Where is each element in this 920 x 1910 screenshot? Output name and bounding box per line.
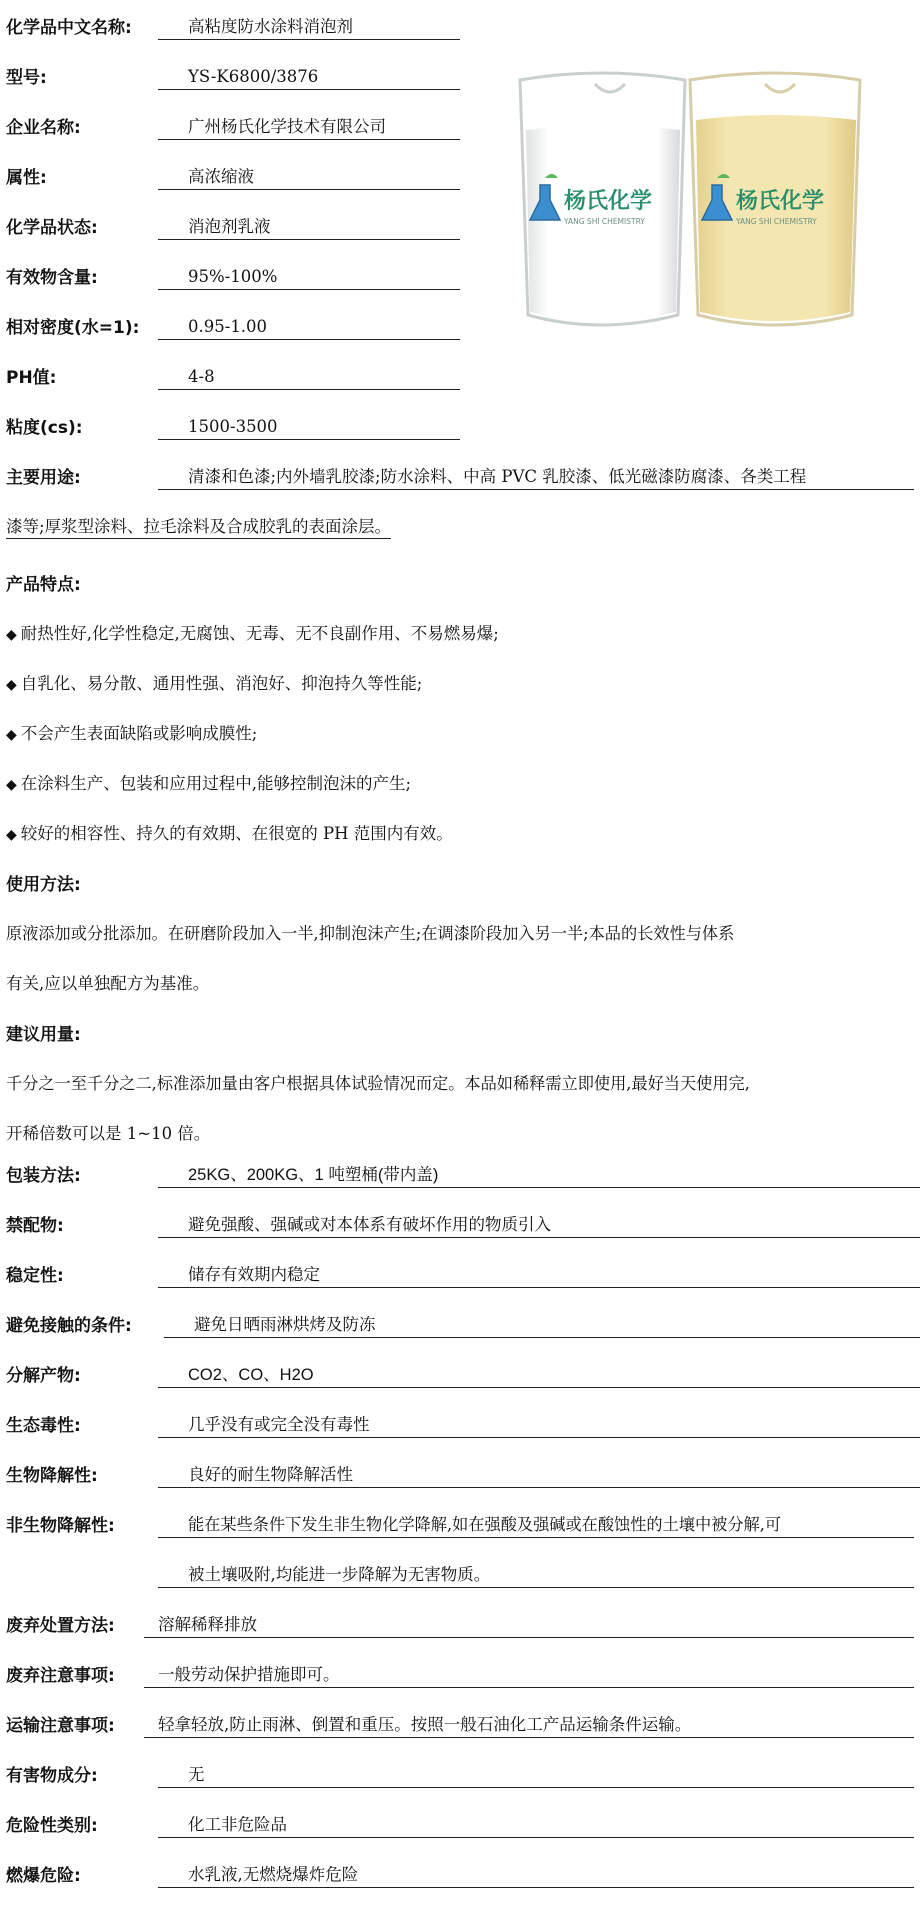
method-line-2: 有关,应以单独配方为基准。 <box>6 974 210 993</box>
field-label: 粘度(cs): <box>6 418 83 438</box>
field-value: 化工非危险品 <box>158 1814 914 1838</box>
bullet-icon: ◆ <box>6 627 17 643</box>
bullet-icon: ◆ <box>6 677 17 693</box>
brand-logo-right-en: YANG SHI CHEMISTRY <box>736 217 817 226</box>
field-value: 能在某些条件下发生非生物化学降解,如在强酸及强碱或在酸蚀性的土壤中被分解,可 <box>158 1514 914 1538</box>
field-label: 型号: <box>6 68 47 88</box>
field-ecotoxicity <box>6 1410 914 1438</box>
field-ph <box>6 362 914 390</box>
field-label: 相对密度(水=1): <box>6 318 140 338</box>
field-disposal-method <box>6 1610 914 1638</box>
field-label: PH值: <box>6 368 57 388</box>
field-label: 非生物降解性: <box>6 1516 115 1536</box>
field-value: 95%-100% <box>158 266 460 290</box>
field-label: 化学品状态: <box>6 218 98 238</box>
field-value: 0.95-1.00 <box>158 316 460 340</box>
product-photo <box>500 60 880 360</box>
brand-logo-right: 杨氏化学 <box>736 189 825 214</box>
bullet-icon: ◆ <box>6 777 17 793</box>
field-avoid-conditions <box>6 1310 914 1338</box>
feature-item: ◆ 不会产生表面缺陷或影响成膜性; <box>6 724 258 743</box>
field-value: 被土壤吸附,均能进一步降解为无害物质。 <box>158 1564 914 1588</box>
field-value: 高粘度防水涂料消泡剂 <box>158 16 460 40</box>
field-usage <box>6 462 914 490</box>
field-value: 溶解稀释排放 <box>144 1614 914 1638</box>
field-value: 高浓缩液 <box>158 166 460 190</box>
field-label: 生物降解性: <box>6 1466 98 1486</box>
method-title: 使用方法: <box>6 875 81 895</box>
field-label: 废弃注意事项: <box>6 1666 115 1686</box>
field-label: 生态毒性: <box>6 1416 81 1436</box>
field-value: 良好的耐生物降解活性 <box>158 1464 920 1488</box>
field-fire-explosion <box>6 1860 914 1888</box>
field-value: CO2、CO、H2O <box>158 1364 920 1388</box>
field-label: 化学品中文名称: <box>6 18 132 38</box>
field-label: 企业名称: <box>6 118 81 138</box>
field-label: 分解产物: <box>6 1366 81 1386</box>
field-non-biodegradability <box>6 1510 914 1538</box>
field-value: 几乎没有或完全没有毒性 <box>158 1414 920 1438</box>
field-value: 储存有效期内稳定 <box>158 1264 920 1288</box>
field-value: 消泡剂乳液 <box>158 216 460 240</box>
field-value: 25KG、200KG、1 吨塑桶(带内盖) <box>158 1164 920 1188</box>
brand-logo-left: 杨氏化学 <box>564 189 653 214</box>
field-chemical-name <box>6 12 914 40</box>
features-title: 产品特点: <box>6 575 81 595</box>
field-label: 禁配物: <box>6 1216 64 1236</box>
field-value: 无 <box>158 1764 914 1788</box>
field-label: 包装方法: <box>6 1166 81 1186</box>
field-value: 一般劳动保护措施即可。 <box>144 1664 914 1688</box>
field-value: 1500-3500 <box>158 416 460 440</box>
field-packaging <box>6 1160 914 1188</box>
field-stability <box>6 1260 914 1288</box>
bullet-icon: ◆ <box>6 827 17 843</box>
field-transport-notes <box>6 1710 914 1738</box>
brand-logo-left-en: YANG SHI CHEMISTRY <box>564 217 645 226</box>
usage-line-2: 漆等;厚浆型涂料、拉毛涂料及合成胶乳的表面涂层。 <box>6 517 391 539</box>
field-biodegradability <box>6 1460 914 1488</box>
feature-item: ◆ 较好的相容性、持久的有效期、在很宽的 PH 范围内有效。 <box>6 824 453 843</box>
field-decomposition <box>6 1360 914 1388</box>
field-value: YS-K6800/3876 <box>158 66 460 90</box>
field-value: 避免强酸、强碱或对本体系有破坏作用的物质引入 <box>158 1214 920 1238</box>
field-label: 主要用途: <box>6 468 81 488</box>
feature-item: ◆ 在涂料生产、包装和应用过程中,能够控制泡沫的产生; <box>6 774 412 793</box>
dosage-line-2: 开稀倍数可以是 1~10 倍。 <box>6 1124 211 1143</box>
field-hazard-class <box>6 1810 914 1838</box>
feature-item: ◆ 耐热性好,化学性稳定,无腐蚀、无毒、无不良副作用、不易燃易爆; <box>6 624 499 643</box>
field-value: 轻拿轻放,防止雨淋、倒置和重压。按照一般石油化工产品运输条件运输。 <box>144 1714 914 1738</box>
field-value: 避免日晒雨淋烘烤及防冻 <box>164 1314 920 1338</box>
field-label: 属性: <box>6 168 47 188</box>
field-value: 4-8 <box>158 366 460 390</box>
field-label: 运输注意事项: <box>6 1716 115 1736</box>
field-label: 危险性类别: <box>6 1816 98 1836</box>
field-label: 有效物含量: <box>6 268 98 288</box>
field-label: 废弃处置方法: <box>6 1616 115 1636</box>
field-viscosity <box>6 412 914 440</box>
bullet-icon: ◆ <box>6 727 17 743</box>
field-incompatible <box>6 1210 914 1238</box>
field-label: 避免接触的条件: <box>6 1316 132 1336</box>
field-non-biodegradability-cont <box>6 1560 914 1588</box>
field-value: 清漆和色漆;内外墙乳胶漆;防水涂料、中高 PVC 乳胶漆、低光磁漆防腐漆、各类工程 <box>158 466 914 490</box>
method-line-1: 原液添加或分批添加。在研磨阶段加入一半,抑制泡沫产生;在调漆阶段加入另一半;本品的长效性与体系 <box>6 924 735 943</box>
field-hazardous-components <box>6 1760 914 1788</box>
dosage-title: 建议用量: <box>6 1025 81 1045</box>
field-value: 广州杨氏化学技术有限公司 <box>158 116 460 140</box>
field-label: 有害物成分: <box>6 1766 98 1786</box>
usage-continuation <box>6 502 910 552</box>
feature-item: ◆ 自乳化、易分散、通用性强、消泡好、抑泡持久等性能; <box>6 674 423 693</box>
field-label: 燃爆危险: <box>6 1866 81 1886</box>
field-value: 水乳液,无燃烧爆炸危险 <box>158 1864 914 1888</box>
field-label: 稳定性: <box>6 1266 64 1286</box>
field-disposal-notes <box>6 1660 914 1688</box>
dosage-line-1: 千分之一至千分之二,标准添加量由客户根据具体试验情况而定。本品如稀释需立即使用,最好当天使用完, <box>6 1074 750 1093</box>
